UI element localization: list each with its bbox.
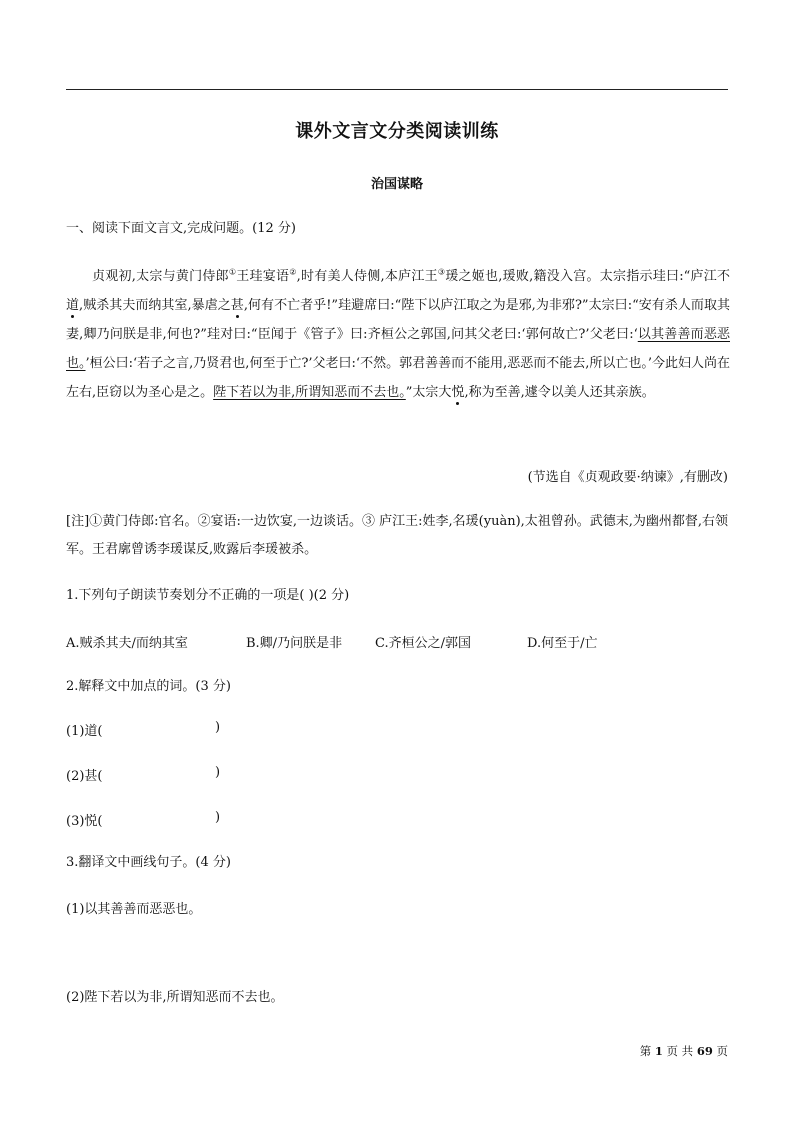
- blank-label: (2)甚(: [66, 769, 103, 784]
- classical-passage: [66, 262, 730, 407]
- blank-close: ): [215, 765, 221, 780]
- option-b: B.卿/乃问朕是非: [246, 636, 343, 651]
- passage-text: 王珪宴语: [236, 269, 290, 284]
- footer-text: 页 共: [666, 1044, 694, 1058]
- document-title: 课外文言文分类阅读训练: [295, 121, 499, 142]
- answer-blank: [66, 765, 221, 784]
- option-d: D.何至于/亡: [527, 636, 598, 651]
- option-c: C.齐桓公之/郭国: [375, 636, 471, 651]
- question-3-stem: 3.翻译文中画线句子。(4 分): [66, 855, 231, 870]
- passage-text: ,时有美人侍侧,本庐江王: [296, 269, 438, 284]
- passage-text: ’桓公曰:‘若子之言,乃贤君也,何至于亡?’父老曰:‘不然。郭君善善而不能用,恶恶而不能去,所以亡也。’今此妇人尚在左右,臣窃以为圣心是之。: [66, 356, 730, 400]
- underlined-sentence: 陛下若以为非,所谓知恶而不去也。: [213, 385, 406, 400]
- passage-text: 贞观初,太宗与黄门侍郎: [92, 269, 229, 284]
- section-subtitle: 治国谋略: [370, 177, 423, 192]
- footer-text: 第: [639, 1044, 652, 1058]
- passage-text: ,称为至善,遽令以美人还其亲族。: [464, 385, 655, 400]
- blank-label: (3)悦(: [66, 814, 103, 829]
- passage-text: 瑗之姬也,瑗败,籍没入宫。太宗指示珪曰:“庐江不: [445, 269, 731, 284]
- blank-label: (1)道(: [66, 724, 103, 739]
- underlined-sentence: 以其善善而恶恶也。: [66, 327, 730, 371]
- passage-paragraph: [66, 262, 730, 407]
- option-a: A.贼杀其夫/而纳其室: [66, 636, 188, 651]
- question-1-stem: 1.下列句子朗读节奏划分不正确的一项是( )(2 分): [66, 588, 350, 603]
- footer-text: 页: [716, 1044, 728, 1058]
- note-marker: ③: [437, 267, 446, 277]
- page-number: 1: [654, 1044, 663, 1058]
- answer-blank: [66, 810, 221, 829]
- dotted-word: 道: [66, 298, 80, 313]
- dotted-word: 甚: [230, 298, 244, 313]
- passage-text: ”太宗大: [405, 385, 452, 400]
- answer-blank: [66, 720, 221, 739]
- annotation-note: [注]①黄门侍郎:官名。②宴语:一边饮宴,一边谈话。③ 庐江王:姓李,名瑗(yuàn),太祖曾孙。武德末,为幽州都督,右领军。王君廓曾诱李瑗谋反,败露后李瑗被杀。: [66, 514, 729, 557]
- translation-item: (2)陛下若以为非,所谓知恶而不去也。: [66, 990, 284, 1005]
- note-marker: ①: [228, 267, 237, 277]
- header-rule: [66, 89, 728, 90]
- page-total: 69: [696, 1044, 713, 1058]
- source-citation: (节选自《贞观政要·纳谏》,有删改): [527, 470, 728, 485]
- blank-close: ): [215, 810, 221, 825]
- translation-item: (1)以其善善而恶恶也。: [66, 902, 202, 917]
- section-heading: 一、阅读下面文言文,完成问题。(12 分): [66, 221, 296, 236]
- passage-text: ,何有不亡者乎!”珪避席曰:“陛下以庐江取之为是邪,为非邪?”太宗曰:“安有杀人而取其妻,卿乃问朕是非,何也?”珪对曰:“臣闻于《管子》曰:齐桓公之郭国,问其父老曰:‘郭何故亡?’父老曰:‘: [66, 298, 730, 342]
- page-footer: [640, 1043, 728, 1059]
- note-marker: ②: [289, 267, 297, 277]
- question-2-stem: 2.解释文中加点的词。(3 分): [66, 679, 231, 694]
- dotted-word: 悦: [451, 385, 465, 400]
- blank-close: ): [215, 720, 221, 735]
- passage-text: ,贼杀其夫而纳其室,暴虐之: [79, 298, 231, 313]
